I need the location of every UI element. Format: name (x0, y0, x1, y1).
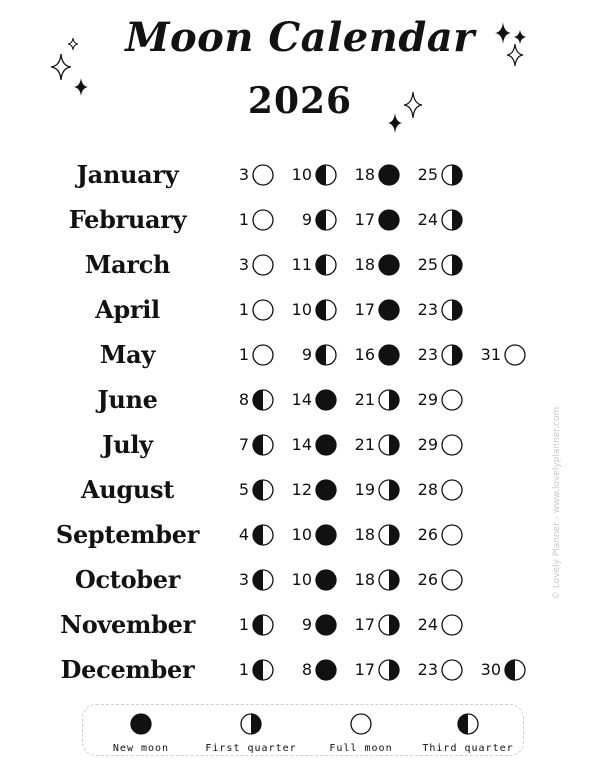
month-name: March (84, 250, 171, 279)
phase-day: 1 (238, 210, 249, 229)
month-name: October (74, 565, 181, 594)
month-name: November (60, 610, 195, 639)
page-title: Moon Calendar (125, 14, 475, 61)
phase-day: 9 (301, 345, 312, 364)
phase-day: 17 (354, 660, 375, 679)
phase-day: 12 (291, 480, 312, 499)
phase-day: 18 (354, 165, 375, 184)
month-name: April (95, 295, 160, 324)
phase-day: 29 (417, 390, 438, 409)
phase-day: 1 (238, 615, 249, 634)
phase-day: 18 (354, 525, 375, 544)
month-name: May (99, 340, 156, 369)
phase-day: 10 (291, 300, 312, 319)
phase-day: 3 (238, 165, 249, 184)
month-row-june (0, 380, 600, 420)
full-moon-icon (350, 720, 372, 739)
phase-day: 8 (238, 390, 249, 409)
month-row-november (0, 605, 600, 645)
phase-day: 29 (417, 435, 438, 454)
legend-item-full (306, 713, 416, 754)
phase-day: 23 (417, 345, 438, 364)
phase-day: 9 (301, 615, 312, 634)
phase-day: 10 (291, 570, 312, 589)
month-name: July (102, 430, 153, 459)
legend-label: Third quarter (422, 743, 514, 754)
phase-day: 17 (354, 615, 375, 634)
month-row-may (0, 335, 600, 375)
month-name: February (68, 205, 187, 234)
sparkle-icon (51, 54, 71, 80)
phase-day: 17 (354, 210, 375, 229)
month-row-december (0, 650, 600, 690)
legend-label: New moon (112, 743, 170, 754)
month-row-july (0, 425, 600, 465)
month-name: September (55, 520, 200, 549)
month-row-january (0, 155, 600, 195)
phase-day: 21 (354, 435, 375, 454)
month-row-february (0, 200, 600, 240)
legend-item-third (413, 713, 523, 754)
sparkle-icon (507, 44, 523, 66)
third-quarter-icon (457, 720, 479, 739)
phase-day: 5 (238, 480, 249, 499)
month-row-october (0, 560, 600, 600)
phase-day: 26 (417, 525, 438, 544)
month-row-march (0, 245, 600, 285)
phase-day: 16 (354, 345, 375, 364)
phase-day: 28 (417, 480, 438, 499)
sparkle-icon (68, 38, 78, 50)
phase-day: 24 (417, 615, 438, 634)
legend-label: Full moon (329, 743, 393, 754)
phase-day: 9 (301, 210, 312, 229)
month-name: January (76, 160, 179, 189)
phase-day: 1 (238, 300, 249, 319)
phase-day: 24 (417, 210, 438, 229)
sparkle-icon (514, 30, 526, 44)
month-name: December (60, 655, 195, 684)
phase-day: 8 (301, 660, 312, 679)
legend-item-new (86, 713, 196, 754)
phase-day: 25 (417, 165, 438, 184)
phase-day: 14 (291, 435, 312, 454)
sparkle-icon (404, 92, 422, 118)
page-year: 2026 (247, 80, 353, 122)
phase-day: 7 (238, 435, 249, 454)
first-quarter-icon (240, 720, 262, 739)
phase-day: 21 (354, 390, 375, 409)
phase-day: 31 (480, 345, 501, 364)
phase-day: 4 (238, 525, 249, 544)
phase-day: 17 (354, 300, 375, 319)
phase-day: 1 (238, 660, 249, 679)
credit-text: © Lovely Planner - www.lovelyplanner.com (552, 406, 562, 600)
sparkle-icon (74, 78, 88, 96)
phase-day: 23 (417, 660, 438, 679)
phase-day: 26 (417, 570, 438, 589)
month-row-april (0, 290, 600, 330)
month-name: June (97, 385, 158, 414)
phase-day: 23 (417, 300, 438, 319)
legend (82, 704, 524, 756)
phase-day: 25 (417, 255, 438, 274)
month-row-august (0, 470, 600, 510)
sparkle-icon (388, 113, 402, 133)
phase-day: 11 (291, 255, 312, 274)
phase-day: 18 (354, 570, 375, 589)
sparkle-icon (495, 22, 511, 44)
month-name: August (80, 475, 175, 504)
phase-day: 18 (354, 255, 375, 274)
phase-day: 14 (291, 390, 312, 409)
phase-day: 19 (354, 480, 375, 499)
phase-day: 10 (291, 165, 312, 184)
phase-day: 3 (238, 255, 249, 274)
legend-item-first (196, 713, 306, 754)
phase-day: 1 (238, 345, 249, 364)
legend-label: First quarter (205, 743, 297, 754)
phase-day: 3 (238, 570, 249, 589)
month-row-september (0, 515, 600, 555)
new-moon-icon (130, 720, 152, 739)
phase-day: 10 (291, 525, 312, 544)
phase-day: 30 (480, 660, 501, 679)
